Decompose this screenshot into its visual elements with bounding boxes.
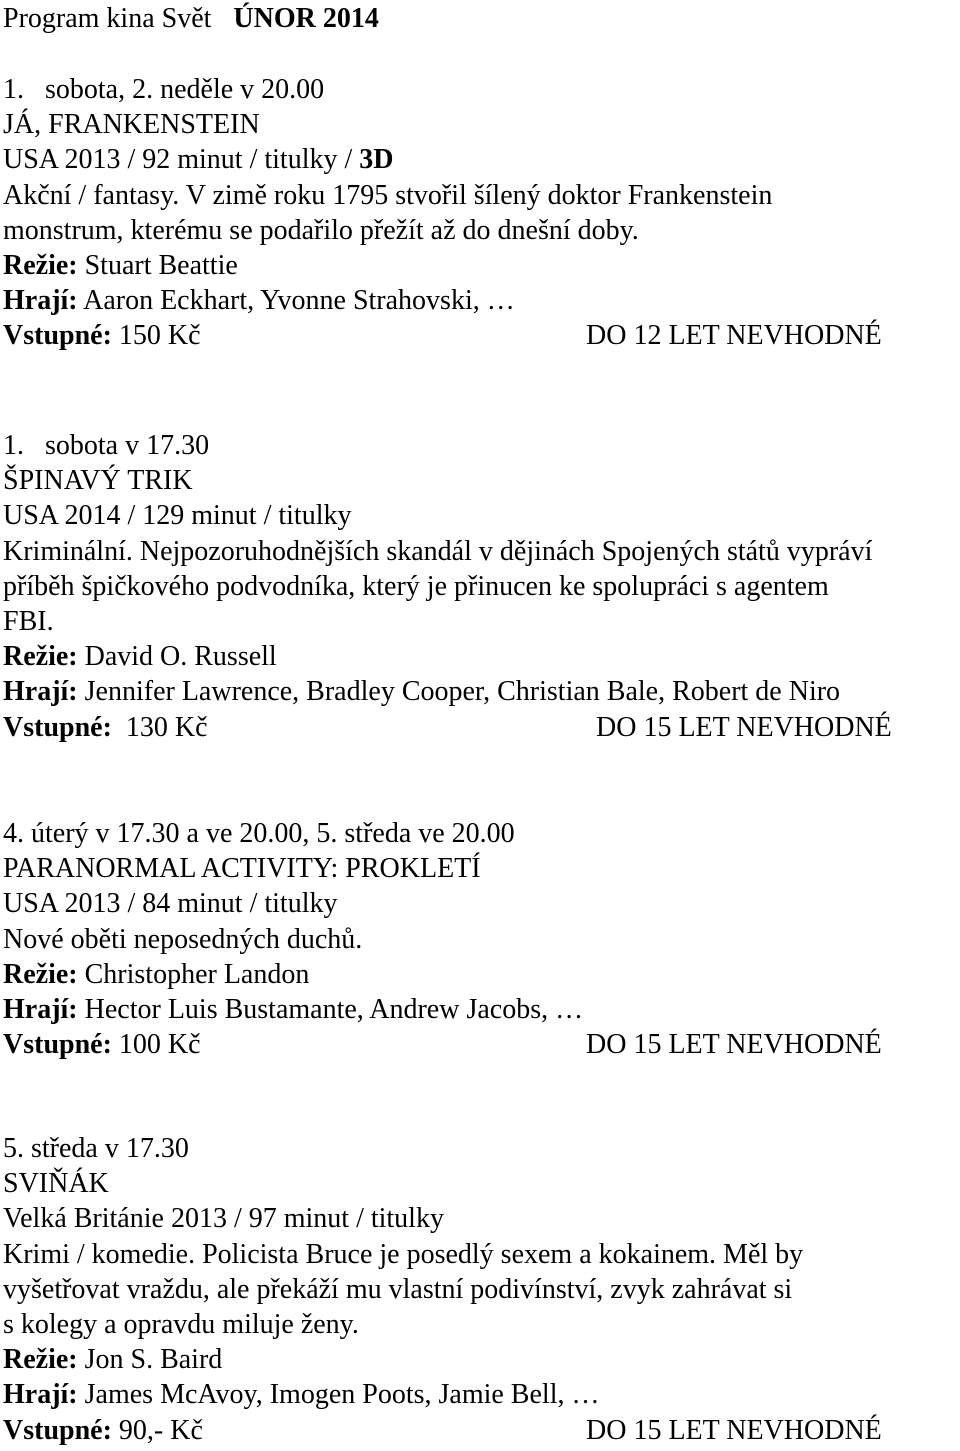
film-title: PARANORMAL ACTIVITY: PROKLETÍ (3, 853, 481, 885)
film-director: Režie: Jon S. Baird (3, 1344, 223, 1376)
program-title (3, 2, 379, 36)
film-title: SVIŇÁK (3, 1168, 109, 1200)
film-date: 1. sobota v 17.30 (3, 430, 210, 461)
film-description-line: s kolegy a opravdu miluje ženy. (3, 1308, 359, 1340)
film-director: Režie: Stuart Beattie (3, 249, 238, 281)
age-restriction: DO 12 LET NEVHODNÉ (586, 320, 882, 352)
film-title: ŠPINAVÝ TRIK (3, 465, 193, 497)
program-title-month: ÚNOR 2014 (233, 3, 379, 34)
film-entry-1 (3, 72, 953, 354)
film-description-line: příběh špičkového podvodníka, který je přinucen ke spolupráci s agentem (3, 570, 829, 602)
film-cast: Hrají: James McAvoy, Imogen Poots, Jamie Bell, … (3, 1379, 600, 1411)
film-entry-4 (3, 1131, 953, 1448)
age-restriction: DO 15 LET NEVHODNÉ (586, 1414, 882, 1446)
film-title: JÁ, FRANKENSTEIN (3, 109, 260, 141)
film-description-line: Nové oběti neposedných duchů. (3, 923, 363, 955)
age-restriction: DO 15 LET NEVHODNÉ (586, 1029, 882, 1061)
film-info: USA 2013 / 92 minut / titulky / 3D (3, 144, 394, 176)
film-info: USA 2013 / 84 minut / titulky (3, 888, 338, 920)
film-cast: Hrají: Aaron Eckhart, Yvonne Strahovski, … (3, 285, 515, 317)
film-date: 4. úterý v 17.30 a ve 20.00, 5. středa ve 20.00 (3, 818, 515, 849)
film-director: Režie: Christopher Landon (3, 958, 310, 990)
film-admission: Vstupné: 100 Kč DO 15 LET NEVHODNÉ (3, 1027, 953, 1062)
film-director: Režie: David O. Russell (3, 641, 277, 673)
film-description-line: FBI. (3, 605, 54, 637)
film-admission: Vstupné: 130 Kč DO 15 LET NEVHODNÉ (3, 710, 953, 745)
film-date: 1. sobota, 2. neděle v 20.00 (3, 74, 325, 105)
film-info: Velká Británie 2013 / 97 minut / titulky (3, 1203, 444, 1235)
film-entry-3 (3, 816, 953, 1062)
program-title-prefix: Program kina Svět (3, 3, 212, 34)
film-cast: Hrají: Hector Luis Bustamante, Andrew Jacobs, … (3, 993, 584, 1025)
film-cast: Hrají: Jennifer Lawrence, Bradley Cooper, Christian Bale, Robert de Niro (3, 676, 841, 708)
film-description-line: Kriminální. Nejpozoruhodnějších skandál v dějinách Spojených států vypráví (3, 535, 873, 567)
film-entry-2 (3, 428, 953, 745)
film-description-line: monstrum, kterému se podařilo přežít až do dnešní doby. (3, 214, 639, 246)
film-admission: Vstupné: 150 Kč DO 12 LET NEVHODNÉ (3, 318, 953, 353)
film-admission: Vstupné: 90,- Kč DO 15 LET NEVHODNÉ (3, 1413, 953, 1448)
age-restriction: DO 15 LET NEVHODNÉ (596, 711, 892, 743)
film-date: 5. středa v 17.30 (3, 1133, 189, 1164)
film-description-line: Akční / fantasy. V zimě roku 1795 stvořil šílený doktor Frankenstein (3, 179, 773, 211)
film-description-line: Krimi / komedie. Policista Bruce je posedlý sexem a kokainem. Měl by (3, 1238, 804, 1270)
film-description-line: vyšetřovat vraždu, ale překáží mu vlastní podivínství, zvyk zahrávat si (3, 1273, 793, 1305)
film-info: USA 2014 / 129 minut / titulky (3, 500, 352, 532)
